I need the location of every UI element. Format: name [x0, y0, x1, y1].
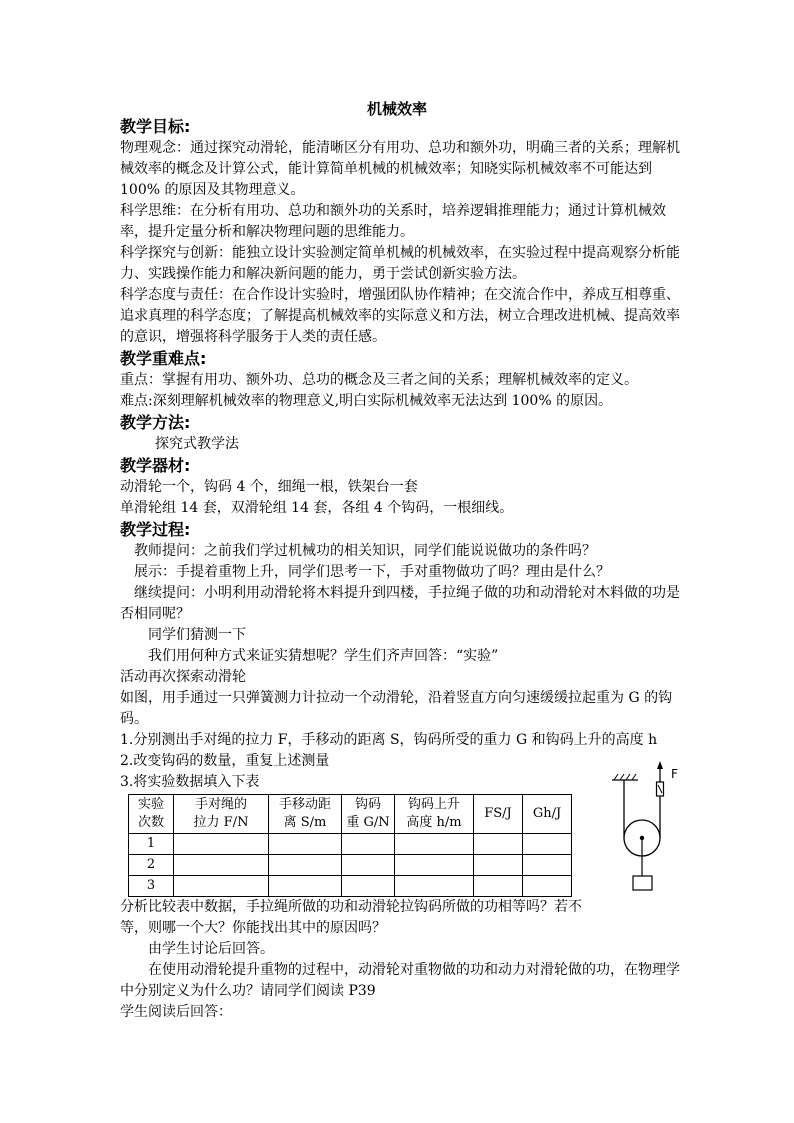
table-row-index: 1: [129, 834, 174, 855]
method-text: 探究式教学法: [155, 436, 239, 452]
key-point: 重点：掌握有用功、额外功、总功的概念及三者之间的关系；理解机械效率的定义。: [120, 372, 638, 388]
table-header-cell: 手移动距 离 S/m: [269, 795, 342, 834]
table-row-index: 3: [129, 876, 174, 897]
process-paragraph: 展示：手提着重物上升，同学们思考一下，手对重物做功了吗？理由是什么？: [134, 564, 610, 580]
define-paragraph: [120, 960, 680, 1002]
table-row-index: 2: [129, 855, 174, 876]
difficult-point: 难点:深刻理解机械效率的物理意义,明白实际机械效率无法达到 100% 的原因。: [120, 393, 613, 409]
table-header-cell: 实验 次数: [129, 795, 174, 834]
table-header-cell: FS/J: [474, 795, 523, 834]
goals-heading: 教学目标:: [120, 117, 191, 136]
goal-paragraph: 物理观念：通过探究动滑轮，能清晰区分有用功、总功和额外功，明确三者的关系；理解机械效率的概念及计算公式，能计算简单机械的机械效率；知晓实际机械效率不可能达到 100% 的原因及其物理意义。: [120, 140, 680, 198]
guess-line: 同学们猜测一下: [148, 627, 246, 643]
analysis-paragraph: 分析比较表中数据，手拉绳所做的功和动滑轮拉钩码所做的功相等吗？若不等，则哪一个大？你能找出其中的原因吗？: [120, 899, 582, 936]
process-heading: 教学过程:: [120, 520, 191, 539]
table-row: [129, 834, 572, 855]
table-header-cell: 钩码 重 G/N: [342, 795, 395, 834]
key-points-heading: 教学重难点:: [120, 349, 207, 368]
data-table: [128, 794, 572, 897]
goal-paragraph: 科学态度与责任：在合作设计实验时，增强团队协作精神；在交流合作中，养成互相尊重、追求真理的科学态度；了解提高机械效率的实际意义和方法，树立合理改进机械、提高效率的意识，增强将科学服务于人类的责任感。: [120, 287, 680, 345]
table-header-cell: Gh/J: [523, 795, 572, 834]
process-paragraph: 教师提问：之前我们学过机械功的相关知识，同学们能说说做功的条件吗？: [134, 543, 596, 559]
equipment-line: 单滑轮组 14 套，双滑轮组 14 套，各组 4 个钩码，一根细线。: [120, 500, 514, 516]
equipment-heading: 教学器材:: [120, 456, 191, 475]
goal-paragraph: 科学探究与创新：能独立设计实验测定简单机械的机械效率，在实验过程中提高观察分析能力、实践操作能力和解决新问题的能力，勇于尝试创新实验方法。: [120, 245, 680, 282]
answer-line: 学生阅读后回答：: [120, 1004, 232, 1020]
force-label: F: [671, 767, 678, 781]
define-text: 在使用动滑轮提升重物的过程中，动滑轮对重物做的功和动力对滑轮做的功，在物理学中分别定义为什么功？请同学们阅读 P39: [120, 962, 680, 999]
document-body: [120, 116, 680, 1023]
table-header-cell: 钩码上升 高度 h/m: [395, 795, 474, 834]
intro-paragraph: 如图，用手通过一只弹簧测力计拉动一个动滑轮，沿着竖直方向匀速缓缓拉起重为 G 的钩码。: [120, 690, 673, 727]
table-row: [129, 876, 572, 897]
page-title: 机械效率: [366, 100, 427, 118]
activity-line: 活动再次探索动滑轮: [120, 669, 246, 685]
table-row: [129, 855, 572, 876]
step-item: 2.改变钩码的数量，重复上述测量: [120, 753, 330, 769]
process-question: 继续提问：小明利用动滑轮将木料提升到四楼，手拉绳子做的功和动滑轮对木料做的功是否相同呢？: [120, 585, 680, 622]
step-item: 3.将实验数据填入下表: [120, 774, 260, 790]
process-paragraph: [120, 583, 680, 625]
equipment-line: 动滑轮一个，钩码 4 个，细绳一根，铁架台一套: [120, 479, 418, 495]
step-item: 1.分别测出手对绳的拉力 F，手移动的距离 S，钩码所受的重力 G 和钩码上升的高度 h: [120, 732, 658, 748]
table-header-row: [129, 795, 572, 834]
discuss-line: 由学生讨论后回答。: [148, 941, 274, 957]
table-header-cell: 手对绳的 拉力 F/N: [174, 795, 269, 834]
goal-paragraph: 科学思维：在分析有用功、总功和额外功的关系时，培养逻辑推理能力；通过计算机械效率，提升定量分析和解决物理问题的思维能力。: [120, 203, 666, 240]
verify-line: 我们用何种方式来证实猜想呢？学生们齐声回答：“实验”: [148, 648, 499, 664]
method-heading: 教学方法:: [120, 413, 191, 432]
